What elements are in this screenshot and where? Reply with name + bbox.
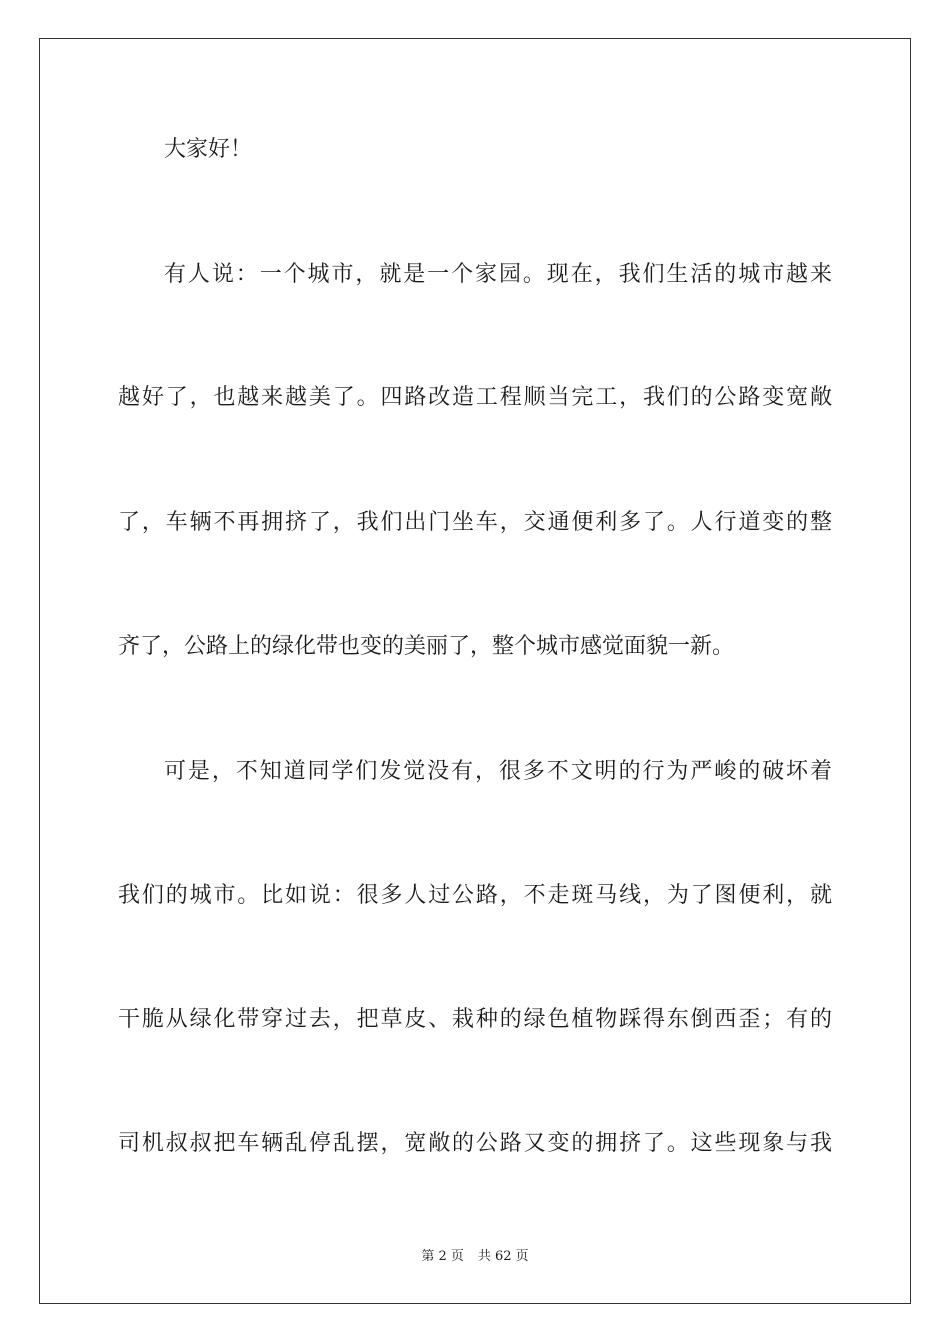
paragraph2-line-1: 可是，不知道同学们发觉没有，很多不文明的行为严峻的破坏着: [164, 759, 832, 784]
paragraph2-line-2: 我们的城市。比如说：很多人过公路，不走斑马线，为了图便利，就: [118, 883, 832, 908]
paragraph1-line-1: 有人说：一个城市，就是一个家园。现在，我们生活的城市越来: [164, 262, 832, 287]
paragraph2-line-3: 干脆从绿化带穿过去，把草皮、栽种的绿色植物踩得东倒西歪；有的: [118, 1007, 832, 1032]
paragraph1-line-3: 了，车辆不再拥挤了，我们出门坐车，交通便利多了。人行道变的整: [118, 510, 832, 535]
paragraph1-line-4: 齐了，公路上的绿化带也变的美丽了，整个城市感觉面貌一新。: [118, 634, 735, 659]
paragraph2-line-4: 司机叔叔把车辆乱停乱摆，宽敞的公路又变的拥挤了。这些现象与我: [118, 1131, 832, 1156]
page-footer: [0, 1248, 950, 1266]
page-frame: [39, 38, 911, 1304]
total-pages: 共 62 页: [477, 1249, 529, 1264]
paragraph1-line-2: 越好了，也越来越美了。四路改造工程顺当完工，我们的公路变宽敞: [118, 385, 832, 410]
greeting-line: 大家好！: [164, 137, 253, 162]
page-number: 第 2 页: [421, 1249, 464, 1264]
